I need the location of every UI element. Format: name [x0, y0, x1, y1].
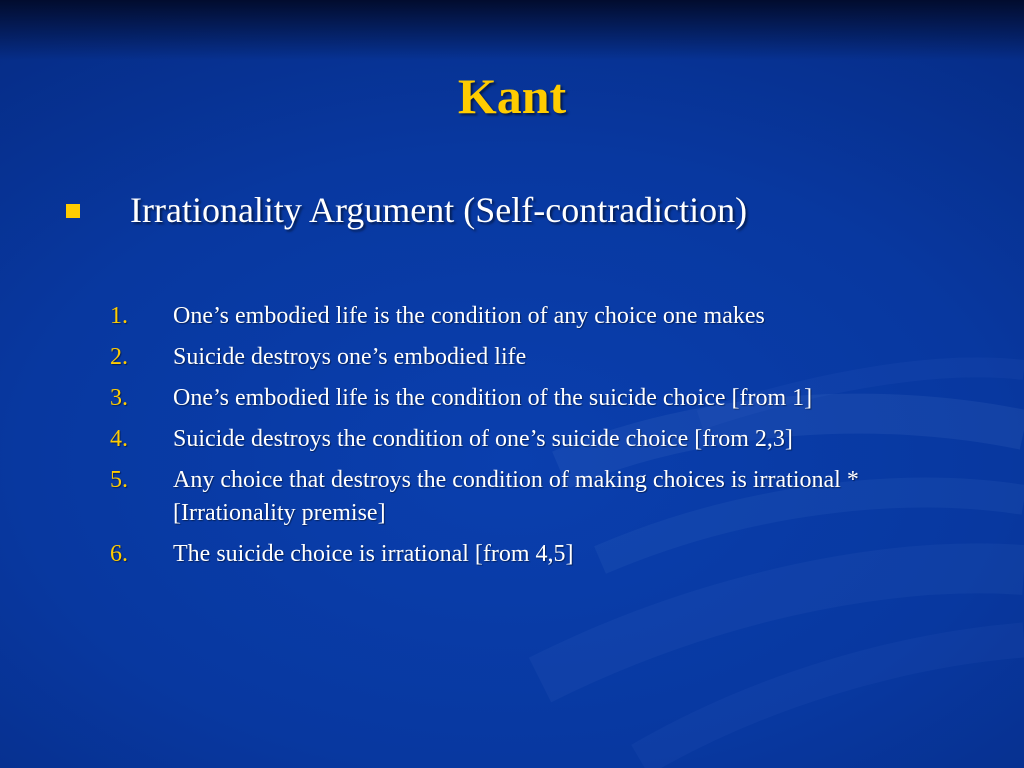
step-number: 4. — [110, 426, 128, 452]
argument-step — [110, 423, 970, 456]
step-number: 1. — [110, 303, 128, 329]
argument-step — [110, 538, 970, 571]
argument-step — [110, 300, 970, 333]
step-text: One’s embodied life is the condition of any choice one makes — [173, 303, 765, 329]
step-text: Any choice that destroys the condition of making choices is irrational *[Irrationality premise] — [173, 467, 859, 526]
argument-step — [110, 382, 970, 415]
step-number: 5. — [110, 467, 128, 493]
argument-step — [110, 464, 970, 530]
step-text: Suicide destroys the condition of one’s suicide choice [from 2,3] — [173, 426, 793, 452]
argument-step — [110, 341, 970, 374]
step-text: Suicide destroys one’s embodied life — [173, 344, 527, 370]
step-text: One’s embodied life is the condition of the suicide choice [from 1] — [173, 385, 813, 411]
slide-title: Kant — [457, 68, 567, 124]
step-number: 3. — [110, 385, 128, 411]
main-bullet-text: Irrationality Argument (Self-contradiction) — [130, 190, 748, 230]
step-number: 6. — [110, 541, 128, 567]
argument-steps-list — [110, 300, 970, 579]
step-number: 2. — [110, 344, 128, 370]
step-text: The suicide choice is irrational [from 4,5] — [173, 541, 574, 567]
square-bullet-icon — [66, 204, 80, 218]
main-bullet — [60, 186, 980, 238]
